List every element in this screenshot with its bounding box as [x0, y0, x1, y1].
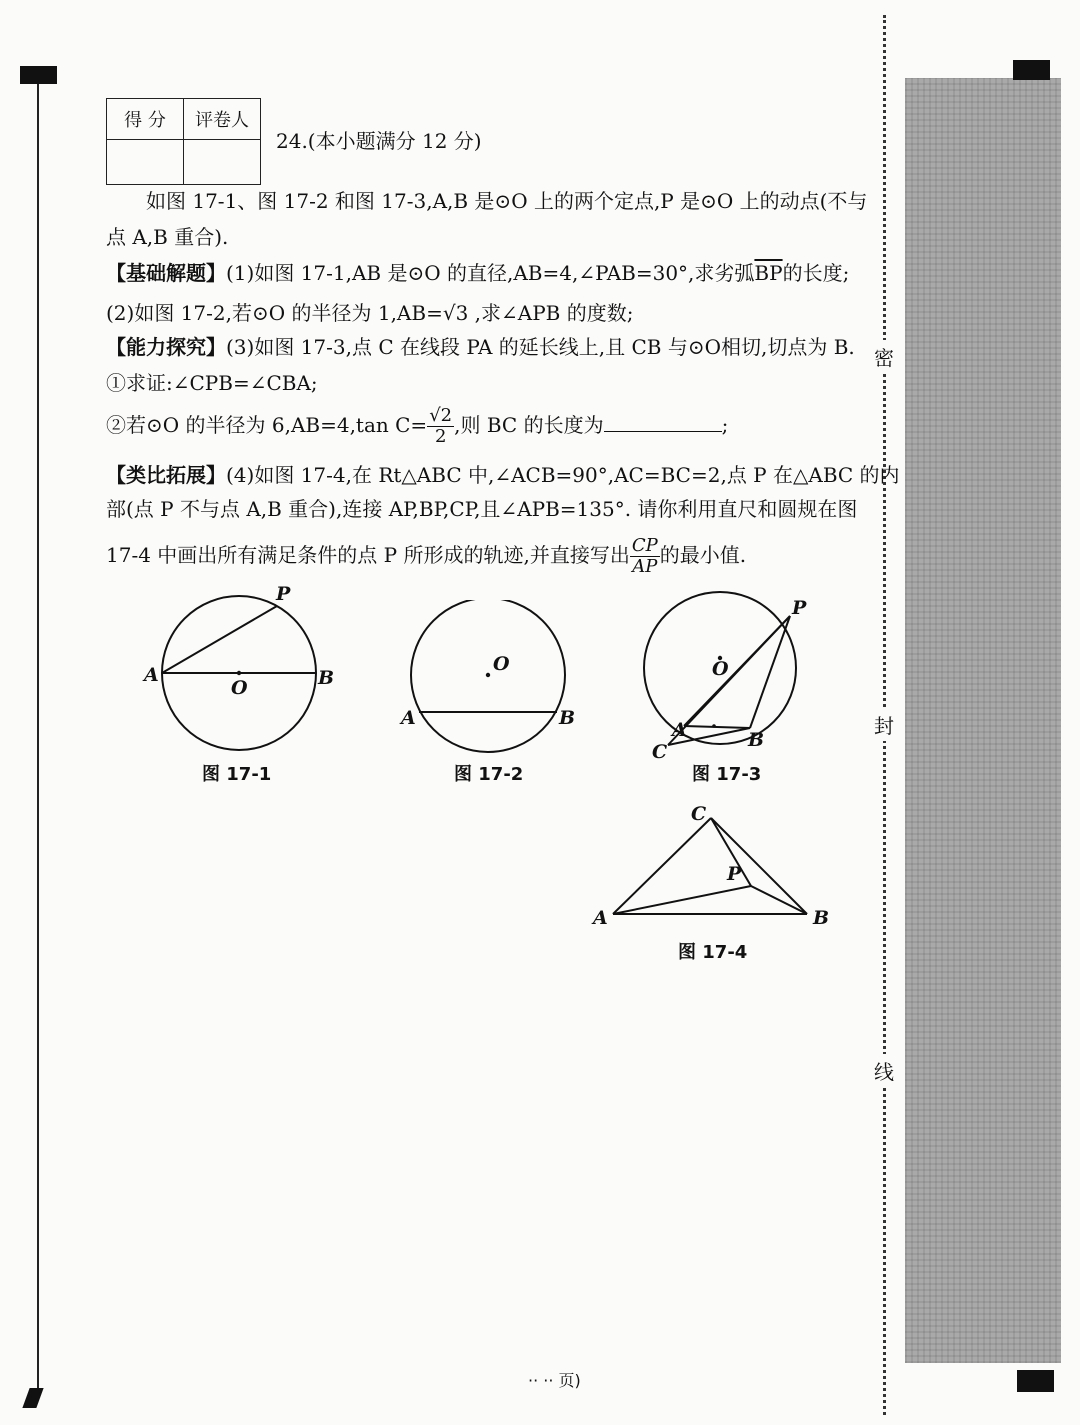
fig3-caption: 图 17-3	[692, 764, 762, 785]
fig2-label-b: B	[559, 707, 576, 729]
fig4-label-c: C	[691, 803, 707, 825]
part-4-line-1	[106, 462, 900, 488]
fig1-caption: 图 17-1	[202, 764, 272, 785]
tan-fraction-numerator: √2	[429, 405, 453, 426]
part-1-arc: $\overline{BP}$	[754, 261, 783, 285]
fig1-chord-ap	[162, 606, 277, 673]
part-3	[106, 334, 855, 360]
part-4-tag: 【类比拓展】	[106, 463, 226, 487]
fig3-chord-ab	[684, 726, 750, 728]
cp-ap-fraction	[630, 536, 660, 577]
registration-mark-bottom-right	[1017, 1370, 1054, 1392]
fig1-label-p: P	[276, 583, 291, 605]
fig3-label-o: O	[712, 658, 729, 680]
part-3-sub-2-end: ;	[721, 412, 729, 437]
part-1	[106, 260, 849, 286]
fig1-label-a: A	[144, 664, 159, 686]
part-1-tag: 【基础解题】	[106, 261, 226, 285]
fig4-side-ac	[613, 818, 711, 914]
fig2-center-dot	[486, 673, 490, 677]
fig3-line-ap	[684, 616, 790, 726]
fig4-side-cb	[711, 818, 807, 914]
fig3-chord-pb	[750, 616, 790, 728]
grader-cell	[184, 140, 261, 185]
score-cell	[107, 140, 184, 185]
cp-ap-denominator: AP	[632, 555, 658, 577]
fig3-label-b: B	[748, 729, 765, 751]
part-4-line-3-post: 的最小值.	[659, 542, 747, 567]
intro-line-2: 点 A,B 重合).	[106, 225, 229, 249]
cp-ap-numerator: CP	[631, 535, 658, 556]
tan-fraction-denominator: 2	[434, 425, 447, 447]
part-1-tail: 的长度;	[782, 261, 850, 285]
fig2-caption: 图 17-2	[454, 764, 524, 785]
fig4-seg-ap	[613, 886, 751, 914]
left-margin-line	[37, 84, 39, 1389]
part-3-tag: 【能力探究】	[106, 335, 226, 359]
part-4-line-1-text: (4)如图 17-4,在 Rt△ABC 中,∠ACB=90°,AC=BC=2,点 P 在△ABC 的内	[226, 463, 900, 487]
fig4-label-p: P	[727, 863, 742, 885]
fig1-label-o: O	[231, 677, 248, 699]
part-4-line-3-pre: 17-4 中画出所有满足条件的点 P 所形成的轨迹,并直接写出	[106, 542, 630, 567]
tan-fraction	[427, 406, 454, 447]
seal-char-xian: 线	[874, 1054, 894, 1087]
part-4-line-3	[106, 536, 746, 577]
fig3-label-a: A	[672, 719, 687, 741]
margin-grid-strip	[905, 78, 1061, 1363]
part-3-text: (3)如图 17-3,点 C 在线段 PA 的延长线上,且 CB 与⊙O相切,切点为 B.	[226, 335, 855, 359]
fig4-caption: 图 17-4	[678, 942, 748, 963]
registration-mark-top-right	[1013, 60, 1050, 80]
fig1-label-b: B	[318, 667, 335, 689]
figure-17-1	[130, 580, 350, 760]
registration-mark-bottom-left	[22, 1388, 43, 1408]
seal-char-mi: 密	[874, 340, 894, 373]
figure-17-4	[585, 800, 835, 935]
part-1-text: (1)如图 17-1,AB 是⊙O 的直径,AB=4,∠PAB=30°,求劣弧	[226, 261, 755, 285]
part-4-line-2: 部(点 P 不与点 A,B 重合),连接 AP,BP,CP,且∠APB=135°. 请你利用直尺和圆规在图	[106, 497, 858, 521]
page-footer-fragment: ·· ·· 页)	[528, 1371, 581, 1390]
fig2-label-a: A	[401, 707, 416, 729]
grader-header: 评卷人	[184, 99, 261, 140]
part-3-sub-2	[106, 406, 728, 447]
intro-line-1: 如图 17-1、图 17-2 和图 17-3,A,B 是⊙O 上的两个定点,P 是⊙O 上的动点(不与	[146, 189, 868, 213]
part-2: (2)如图 17-2,若⊙O 的半径为 1,AB=√3 ,求∠APB 的度数;	[106, 301, 634, 325]
registration-mark-top-left	[20, 66, 57, 84]
fig2-label-o: O	[493, 653, 510, 675]
score-table	[106, 98, 261, 185]
question-title: 24.(本小题满分 12 分)	[276, 129, 482, 153]
fig3-tick-dot	[712, 724, 716, 728]
fig4-label-a: A	[593, 907, 608, 929]
figure-17-2	[395, 600, 585, 760]
fig3-label-c: C	[652, 741, 668, 763]
part-3-sub-2-post: ,则 BC 的长度为	[454, 412, 604, 437]
part-3-sub-2-pre: ②若⊙O 的半径为 6,AB=4,tan C=	[106, 412, 428, 437]
part-3-sub-1: ①求证:∠CPB=∠CBA;	[106, 371, 318, 395]
fig4-seg-bp	[751, 886, 807, 914]
fig4-label-b: B	[813, 907, 830, 929]
seal-char-feng: 封	[874, 708, 894, 741]
fig3-label-p: P	[792, 597, 807, 619]
fig1-center-dot	[237, 671, 241, 675]
score-header: 得 分	[107, 99, 184, 140]
figure-17-3	[640, 590, 830, 765]
answer-blank[interactable]	[604, 413, 722, 432]
